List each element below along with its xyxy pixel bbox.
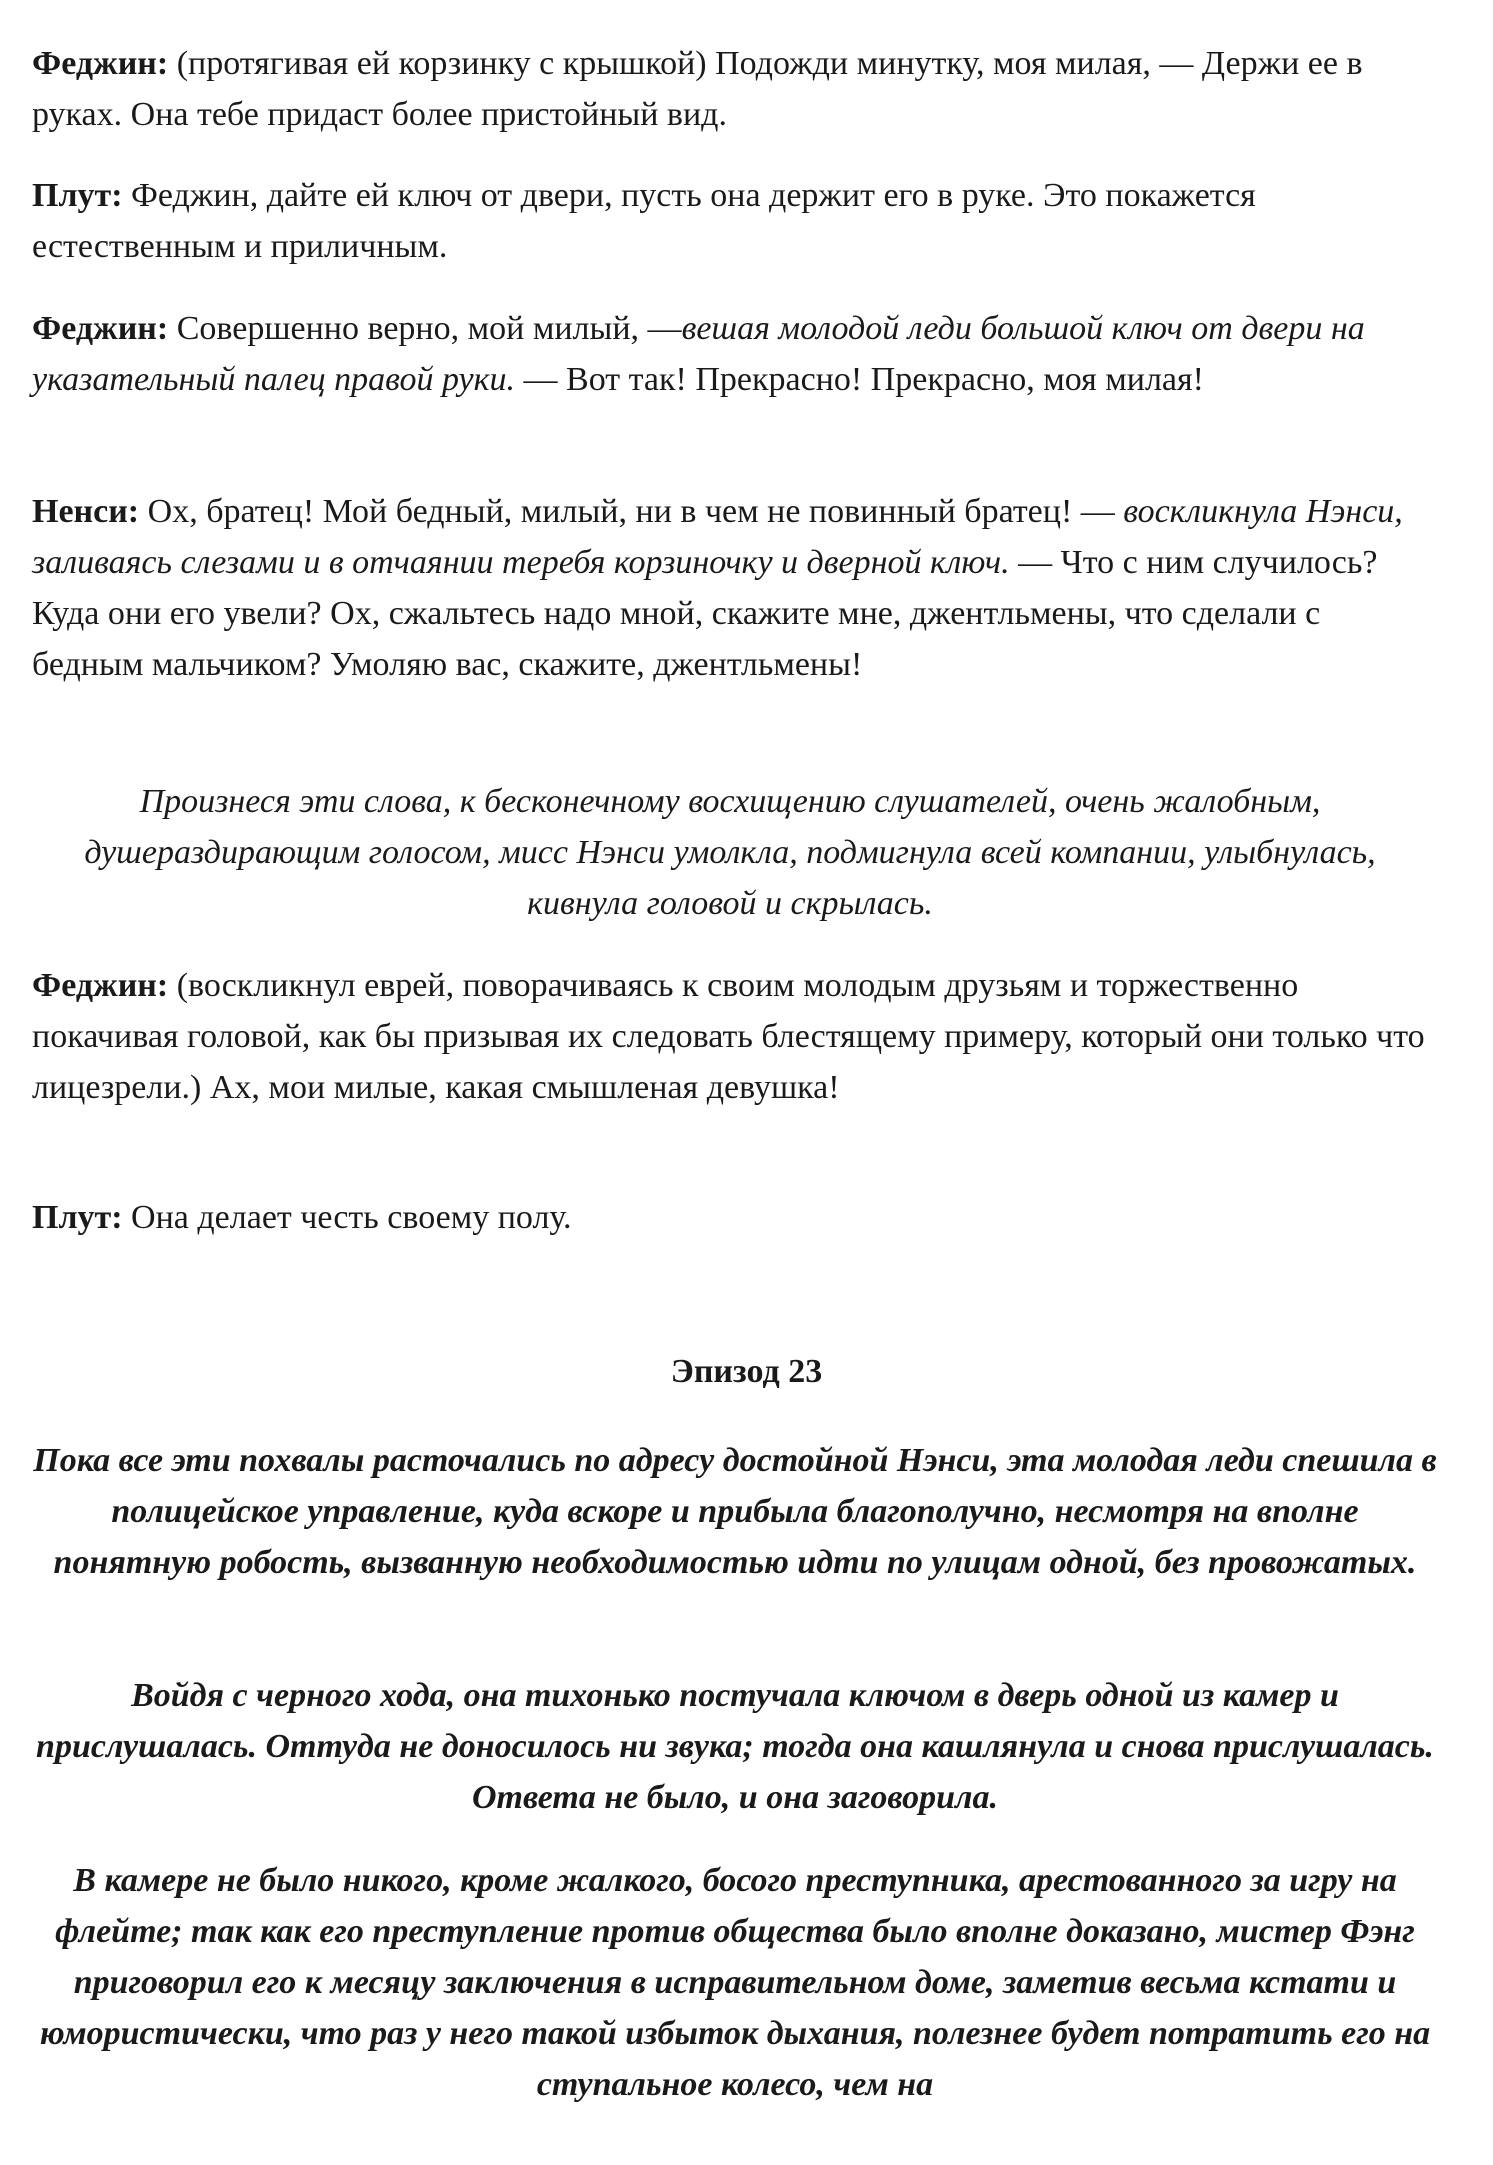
narration-paragraph-3: В камере не было никого, кроме жалкого, босого преступника, арестованного за игру на флейте; так как его преступление против общества было вполне доказано, мистер Фэнг приговорил его к месяцу заключения в исправительном доме, заметив весьма кстати и юмористически, что раз у него такой избыток дыхания, полезнее будет потратить его на ступальное колесо, чем на bbox=[39, 1862, 1431, 2103]
speaker-label: Плут: bbox=[32, 1199, 123, 1236]
stage-note-italic: вешая молодой леди большой ключ от двери на указательный палец правой руки. bbox=[32, 310, 1365, 398]
dialogue-text: — Вот так! Прекрасно! Прекрасно, моя милая! bbox=[515, 361, 1204, 398]
dialogue-text: (протягивая ей корзинку с крышкой) Подожди минутку, моя милая, — Держи ее в руках. Она тебе придаст более пристойный вид. bbox=[32, 45, 1363, 133]
dialogue-paragraph-dodger-2 bbox=[32, 1192, 1432, 1243]
dialogue-text: — Что с ним случилось? Куда они его увели? Ох, сжальтесь надо мной, скажите мне, джентльмены, что сделали с бедным мальчиком? Умоляю вас, скажите, джентльмены! bbox=[32, 544, 1378, 683]
dialogue-text: Она делает честь своему полу. bbox=[122, 1199, 572, 1236]
narration-paragraph-2: Войдя с черного хода, она тихонько постучала ключом в дверь одной из камер и прислушалась. Оттуда не доносилось ни звука; тогда она кашлянула и снова прислушалась. Ответа не было, и она заговорила. bbox=[36, 1677, 1434, 1816]
dialogue-text: (воскликнул еврей, поворачиваясь к своим молодым друзьям и торжественно покачивая головой, как бы призывая их следовать блестящему примеру, который они только что лицезрели.) Ах, мои милые, какая смышленая девушка! bbox=[32, 967, 1425, 1106]
dialogue-paragraph-fagin-3 bbox=[32, 960, 1432, 1113]
dialogue-text: Совершенно верно, мой милый, — bbox=[168, 310, 682, 347]
speaker-label: Феджин: bbox=[32, 310, 169, 347]
dialogue-text: Феджин, дайте ей ключ от двери, пусть она держит его в руке. Это покажется естественным и приличным. bbox=[32, 177, 1256, 265]
speaker-label: Феджин: bbox=[32, 967, 169, 1004]
dialogue-text: Ох, братец! Мой бедный, милый, ни в чем не повинный братец! — bbox=[139, 493, 1124, 530]
dialogue-paragraph-nancy bbox=[32, 486, 1432, 690]
speaker-label: Ненси: bbox=[32, 493, 140, 530]
speaker-label: Плут: bbox=[32, 177, 123, 214]
narration-paragraph-1: Пока все эти похвалы расточались по адресу достойной Нэнси, эта молодая леди спешила в полицейское управление, куда вскоре и прибыла благополучно, несмотря на вполне понятную робость, вызванную необходимостью идти по улицам одной, без провожатых. bbox=[33, 1442, 1437, 1581]
stage-note-italic: воскликнула Нэнси, заливаясь слезами и в отчаянии теребя корзиночку и дверной ключ. bbox=[32, 493, 1403, 581]
dialogue-paragraph-fagin-2 bbox=[32, 303, 1432, 405]
episode-heading: Эпизод 23 bbox=[670, 1353, 823, 1390]
stage-direction: Произнеся эти слова, к бесконечному восхищению слушателей, очень жалобным, душераздирающим голосом, мисс Нэнси умолкла, подмигнула всей компании, улыбнулась, кивнула головой и скрылась. bbox=[84, 783, 1376, 922]
dialogue-paragraph-dodger-1 bbox=[32, 170, 1432, 272]
speaker-label: Феджин: bbox=[32, 45, 169, 82]
dialogue-paragraph-fagin-1 bbox=[32, 38, 1432, 140]
